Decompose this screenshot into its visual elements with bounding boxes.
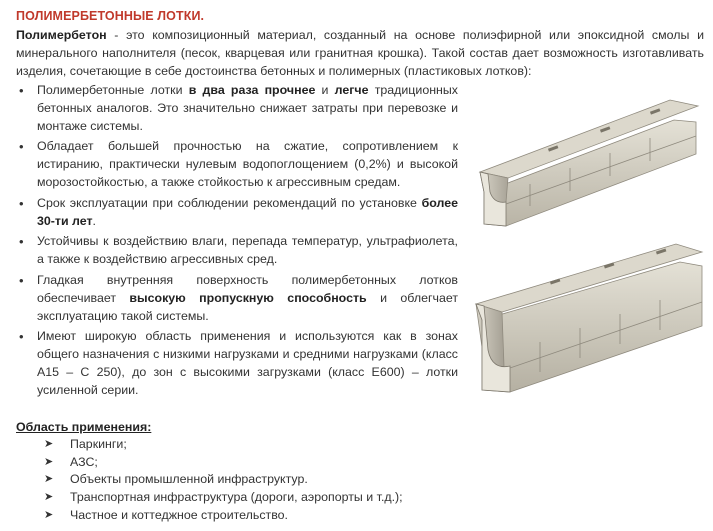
- list-item: • Имеют широкую область применения и используются как в зонах общего назначения с низкими нагрузками и средними нагрузками (класс А15 – С 250), до зон с высокими загрузками (класс Е600) – лотки усиленной серии.: [19, 329, 458, 397]
- drainage-channel-image-small: [470, 92, 702, 232]
- intro-paragraph: [16, 27, 704, 80]
- arrow-right-icon: ➤: [44, 491, 54, 504]
- bullet-dot-icon: •: [19, 139, 24, 155]
- application-area-title: Область применения:: [16, 420, 152, 434]
- list-item: • Устойчивы к воздействию влаги, перепада температур, ультрафиолета, а также к воздействию агрессивных сред.: [19, 234, 458, 267]
- bullet-dot-icon: •: [19, 234, 24, 250]
- list-item: • Обладает большей прочностью на сжатие, сопротивлением к истиранию, практически нулевым водопоглощением (0,2%) и высокой морозостойкостью, а также стойкостью к агрессивным средам.: [19, 139, 458, 189]
- drainage-channel-image-large: [470, 238, 708, 406]
- arrow-right-icon: ➤: [44, 508, 54, 521]
- list-item: ➤ Паркинги;: [44, 436, 403, 454]
- list-item: ➤ Объекты промышленной инфраструктур.: [44, 471, 403, 489]
- list-item: • Срок эксплуатации при соблюдении рекомендаций по установке более 30-ти лет.: [19, 195, 458, 228]
- list-item: ➤ Транспортная инфраструктура (дороги, аэропорты и т.д.);: [44, 489, 403, 507]
- bullet-dot-icon: •: [19, 83, 24, 98]
- intro-term: Полимербетон: [16, 28, 107, 42]
- bullet-dot-icon: •: [19, 329, 24, 345]
- intro-text: - это композиционный материал, созданный на основе полиэфирной или эпоксидной смолы и минерального наполнителя (песок, кварцевая или гранитная крошка). Такой состав дает возможность изготавливать изделия, сочетающие в себе достоинства бетонных и полимерных (пластиковых лотков):: [16, 28, 704, 78]
- list-item: • Гладкая внутренняя поверхность полимербетонных лотков обеспечивает высокую пропускную способность и облегчает эксплуатацию такой системы.: [19, 272, 458, 323]
- page-title: ПОЛИМЕРБЕТОННЫЕ ЛОТКИ.: [16, 9, 205, 23]
- list-item: ➤ АЗС;: [44, 454, 403, 472]
- advantages-list: [18, 82, 458, 403]
- arrow-right-icon: ➤: [44, 473, 54, 486]
- list-item: • Полимербетонные лотки в два раза прочнее и легче традиционных бетонных аналогов. Это значительно снижает затраты при перевозке и монтаже системы.: [19, 83, 459, 133]
- bullet-dot-icon: •: [19, 195, 24, 211]
- bullet-dot-icon: •: [19, 272, 24, 288]
- list-item: ➤ Частное и коттеджное строительство.: [44, 507, 403, 525]
- arrow-right-icon: ➤: [44, 455, 54, 468]
- application-list: [44, 436, 403, 525]
- arrow-right-icon: ➤: [44, 438, 54, 450]
